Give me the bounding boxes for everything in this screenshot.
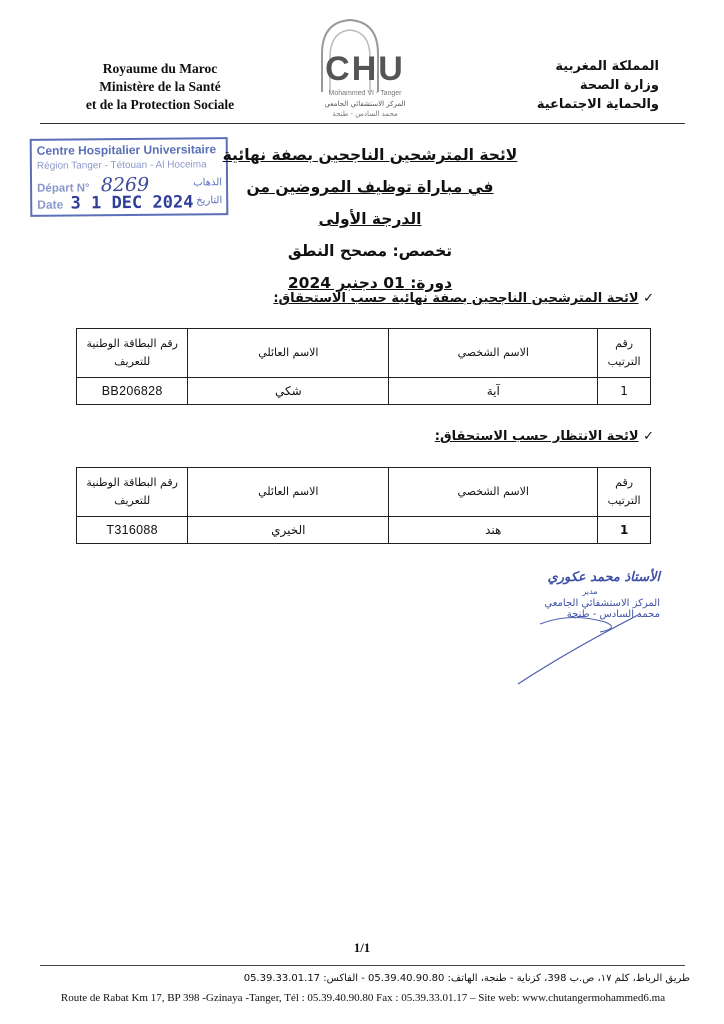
header-fr-line1: Royaume du Maroc [102,61,218,76]
header-first-name: الاسم الشخصي [389,329,598,378]
signature-org2: محمد السادس - طنجة [566,609,660,620]
section1-check-icon: ✓ [643,291,654,306]
table-header-row [77,329,651,378]
logo-ar-line1: المركز الاستشفائي الجامعي [324,100,406,108]
header-family-name: الاسم العائلي [188,329,389,378]
stamp-line1: Centre Hospitalier Universitaire [36,142,217,158]
signature-role: مدير [582,587,598,596]
title-line1: لائحة المترشحين الناجحين بصفة نهائية [222,146,518,164]
table-row [77,378,651,405]
section1-title [273,291,654,306]
stamp-date-row [37,192,222,214]
signature-name: الأستاذ محمد عكوري [547,570,660,585]
logo-ar-line2: محمد السادس - طنجة [332,110,398,118]
section1-title-text: لائحة المترشحين الناجحين بصفة نهائية حسب الاستحقاق: [273,291,639,306]
header-fr-line2: Ministère de la Santé [99,79,221,94]
table-header-row [77,468,651,517]
title-line2: في مباراة توظيف المروضين من الدرجة الأولى [246,178,494,228]
cell-family-name: الخيري [188,517,389,544]
header-cin: رقم البطاقة الوطنية للتعريف [77,329,188,378]
title-line4: دورة: 01 دجنبر 2024 [287,274,453,292]
header-rank: رقم الترتيب [598,468,651,517]
stamp-line2: Région Tanger - Tétouan - Al Hoceima [36,159,207,172]
footer-address-french: Route de Rabat Km 17, BP 398 -Gzinaya -Tanger, Tél : 05.39.40.90.80 Fax : 05.39.33.01.17 – Site web: www.chutangermohammed6.ma [60,992,666,1004]
header-ar-line1: المملكة المغربية [555,59,659,74]
stamp-date-ar: التاريخ [196,195,223,207]
page-number: 1/1 [353,940,371,955]
final-list-table [76,328,651,405]
cell-family-name: شكي [188,378,389,405]
cell-first-name: هند [389,517,598,544]
stamp-depart-ar: الذهاب [193,177,223,189]
header-family-name: الاسم العائلي [188,468,389,517]
stamp-depart-number: 8269 [100,173,150,197]
signature-org1: المركز الاستشفائي الجامعي [544,598,660,609]
footer-divider [40,965,685,966]
header-french [60,60,260,114]
director-signature-stamp [520,570,660,700]
stamp-depart-label: Départ N° [37,182,90,195]
title-line3: تخصص: مصحح النطق [287,242,453,260]
stamp-date-label: Date [37,197,64,212]
logo-main-text: CHU [325,50,405,88]
reception-stamp [30,137,229,217]
table-row [77,517,651,544]
header-first-name: الاسم الشخصي [389,468,598,517]
footer-address-arabic: طريق الرباط، كلم ١٧، ص.ب 398، كزناية - طنجة، الهاتف: 05.39.40.90.80 - الفاكس: 05.39.33.01.17 [243,973,690,984]
cell-rank: 1 [598,517,651,544]
document-title [220,139,520,299]
chu-logo [300,14,430,124]
header-divider [40,123,685,124]
cell-rank: 1 [598,378,651,405]
header-fr-line3: et de la Protection Sociale [85,97,235,112]
header-arabic [489,57,659,114]
header-rank: رقم الترتيب [598,329,651,378]
waiting-list-table [76,467,651,544]
stamp-date-value: 3 1 DEC 2024 [70,192,194,214]
header-ar-line3: والحماية الاجتماعية [536,97,659,112]
logo-sub-text: Mohammed VI - Tanger [328,90,402,97]
section2-check-icon: ✓ [643,429,654,444]
cell-cin: BB206828 [77,378,188,405]
header-ar-line2: وزارة الصحة [579,78,659,93]
section2-title-text: لائحة الانتظار حسب الاستحقاق: [434,429,639,444]
cell-cin: T316088 [77,517,188,544]
cell-first-name: آية [389,378,598,405]
signature-scribble-icon [510,610,650,690]
section2-title [435,429,654,444]
header-cin: رقم البطاقة الوطنية للتعريف [77,468,188,517]
